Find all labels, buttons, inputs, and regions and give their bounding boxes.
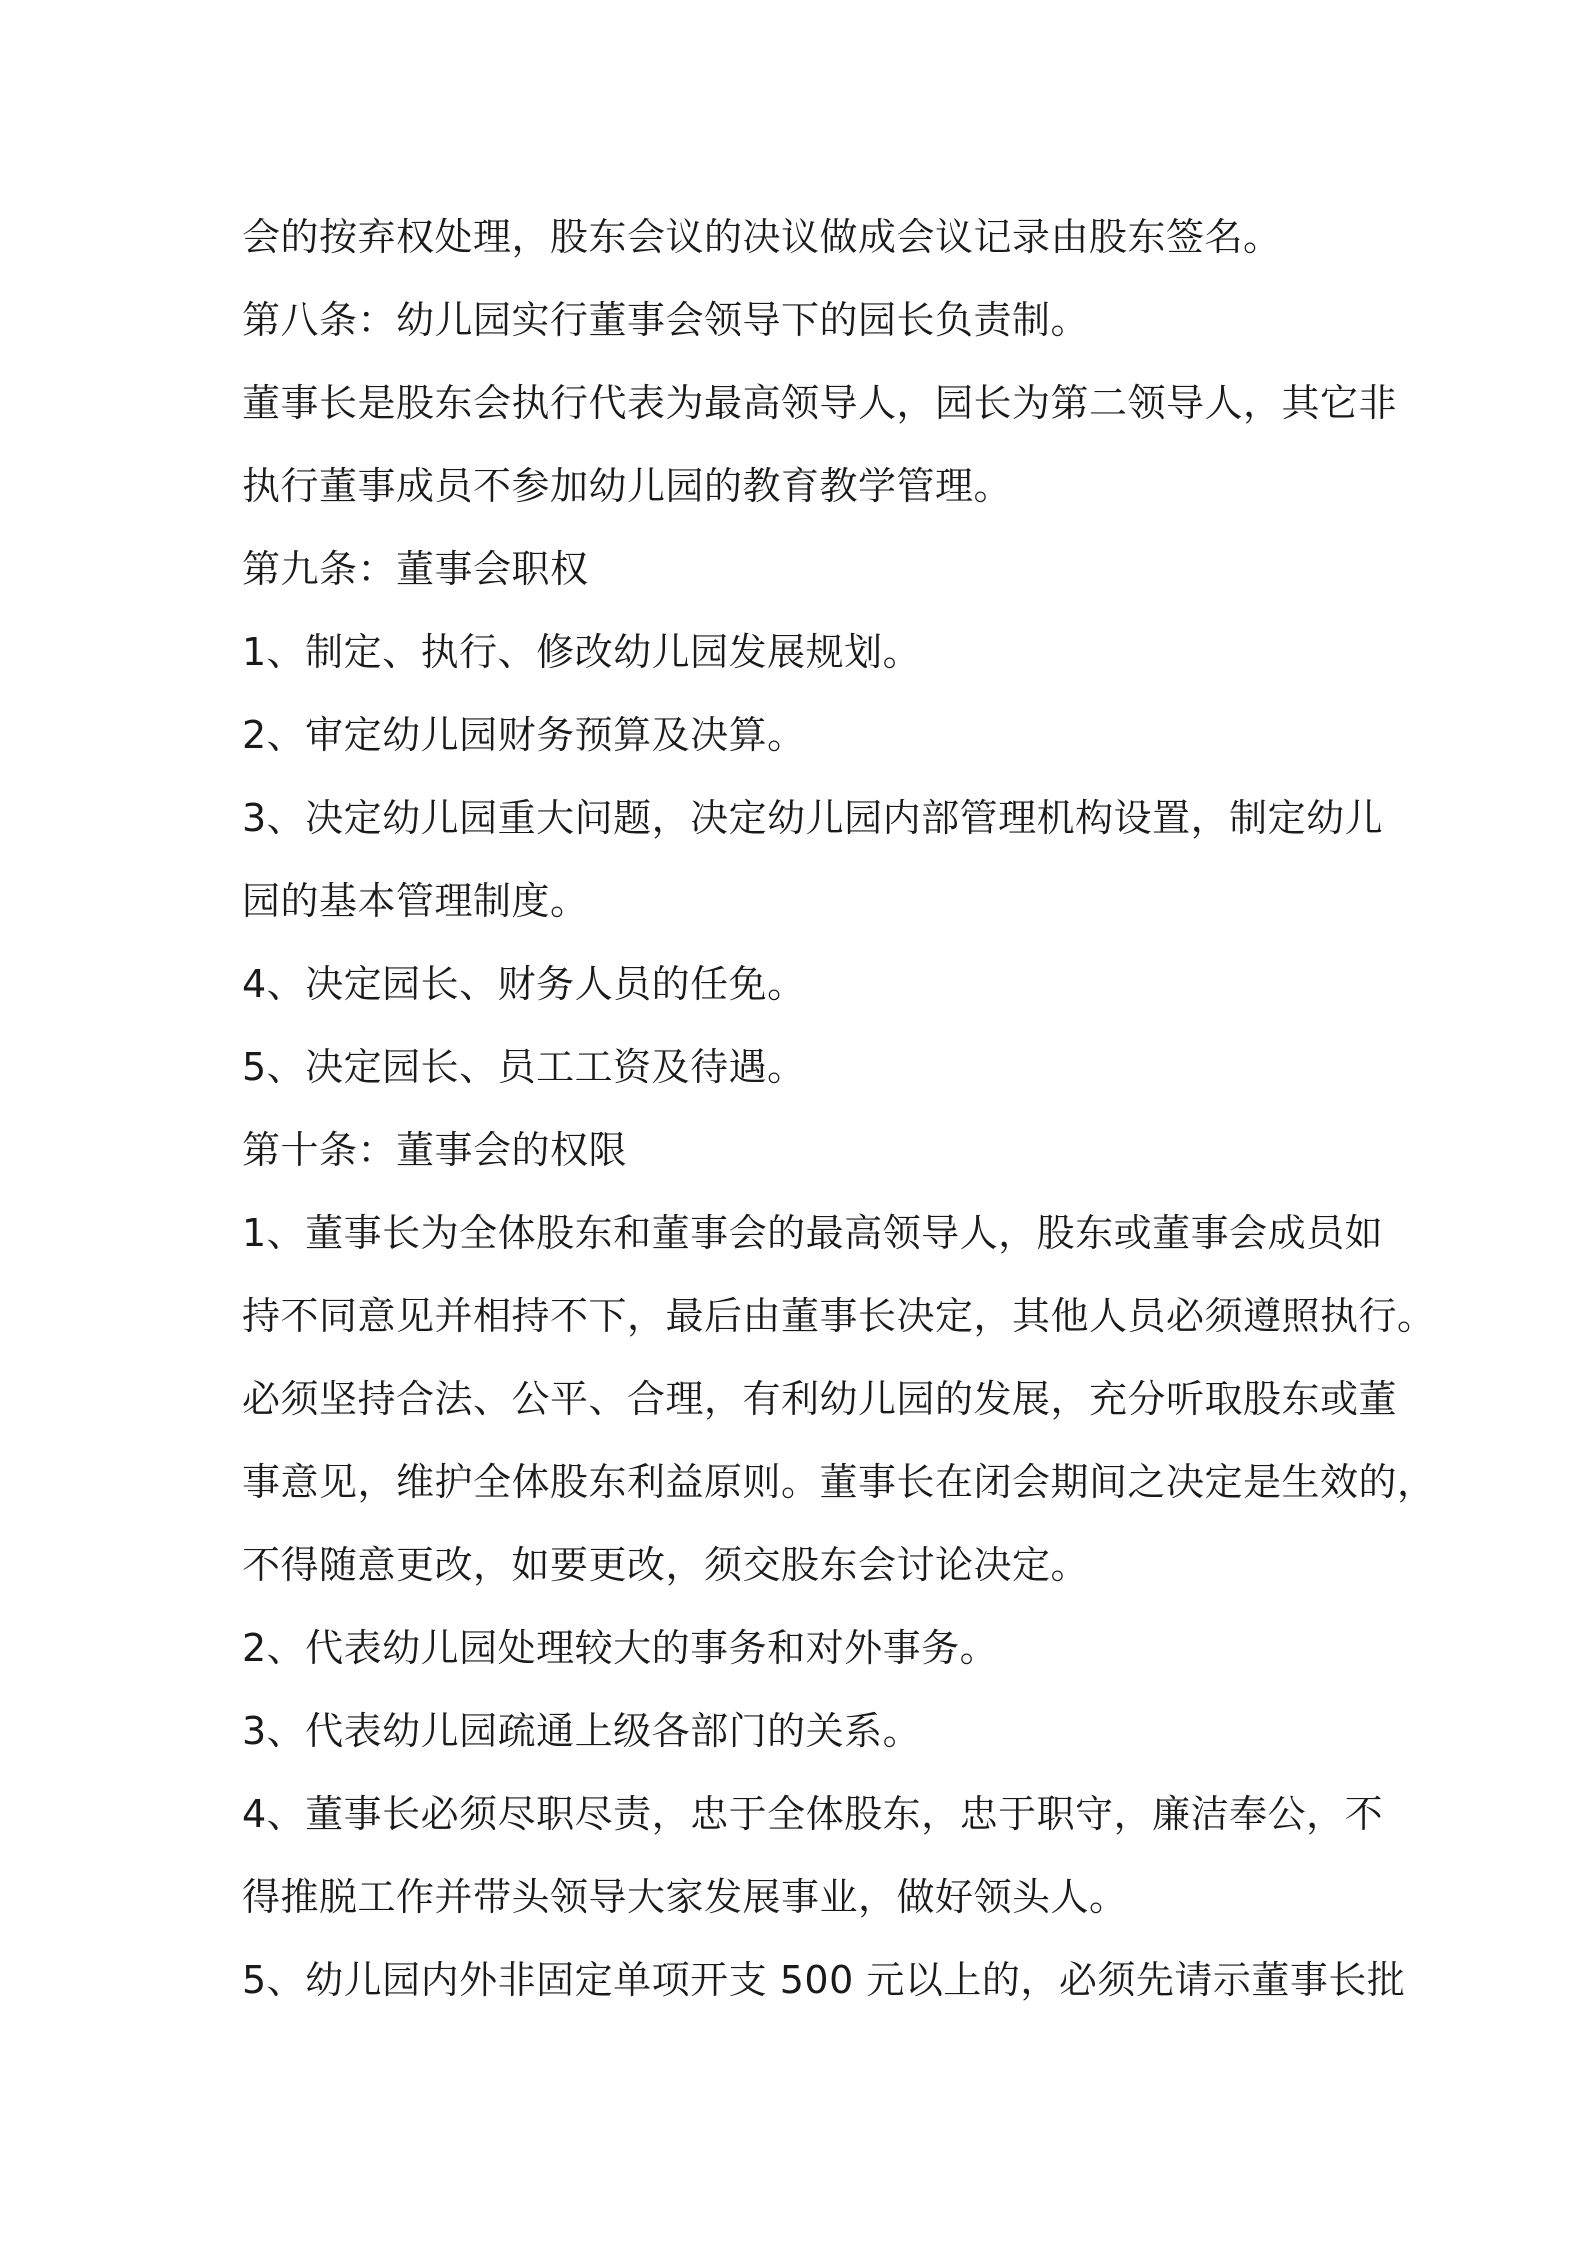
text-line: 园的基本管理制度。 [242,879,589,923]
text-line: 执行董事成员不参加幼儿园的教育教学管理。 [242,464,1013,508]
text-line: 1、董事长为全体股东和董事会的最高领导人，股东或董事会成员如 [242,1211,1384,1255]
text-line: 5、幼儿园内外非固定单项开支 500 元以上的，必须先请示董事长批 [242,1958,1406,2002]
text-line: 第十条：董事会的权限 [242,1128,628,1172]
text-line: 3、决定幼儿园重大问题，决定幼儿园内部管理机构设置，制定幼儿 [242,796,1384,840]
text-line: 董事长是股东会执行代表为最高领导人，园长为第二领导人，其它非 [242,381,1398,425]
text-line: 4、决定园长、财务人员的任免。 [242,962,806,1006]
text-line: 第九条：董事会职权 [242,547,589,591]
document-body [242,196,1436,2022]
text-line: 得推脱工作并带头领导大家发展事业，做好领头人。 [242,1875,1128,1919]
text-line: 4、董事长必须尽职尽责，忠于全体股东，忠于职守，廉洁奉公，不 [242,1792,1384,1836]
text-line: 3、代表幼儿园疏通上级各部门的关系。 [242,1709,922,1753]
text-line: 2、审定幼儿园财务预算及决算。 [242,713,806,757]
text-line: 第八条：幼儿园实行董事会领导下的园长负责制。 [242,298,1090,342]
text-line: 不得随意更改，如要更改，须交股东会讨论决定。 [242,1543,1090,1587]
text-line: 会的按弃权处理，股东会议的决议做成会议记录由股东签名。 [242,215,1282,259]
text-line: 1、制定、执行、修改幼儿园发展规划。 [242,630,922,674]
text-line: 5、决定园长、员工工资及待遇。 [242,1045,806,1089]
text-line: 必须坚持合法、公平、合理，有利幼儿园的发展，充分听取股东或董 [242,1377,1398,1421]
text-line: 事意见，维护全体股东利益原则。董事长在闭会期间之决定是生效的， [242,1460,1436,1504]
text-line: 持不同意见并相持不下，最后由董事长决定，其他人员必须遵照执行。 [242,1294,1436,1338]
text-line: 2、代表幼儿园处理较大的事务和对外事务。 [242,1626,999,1670]
